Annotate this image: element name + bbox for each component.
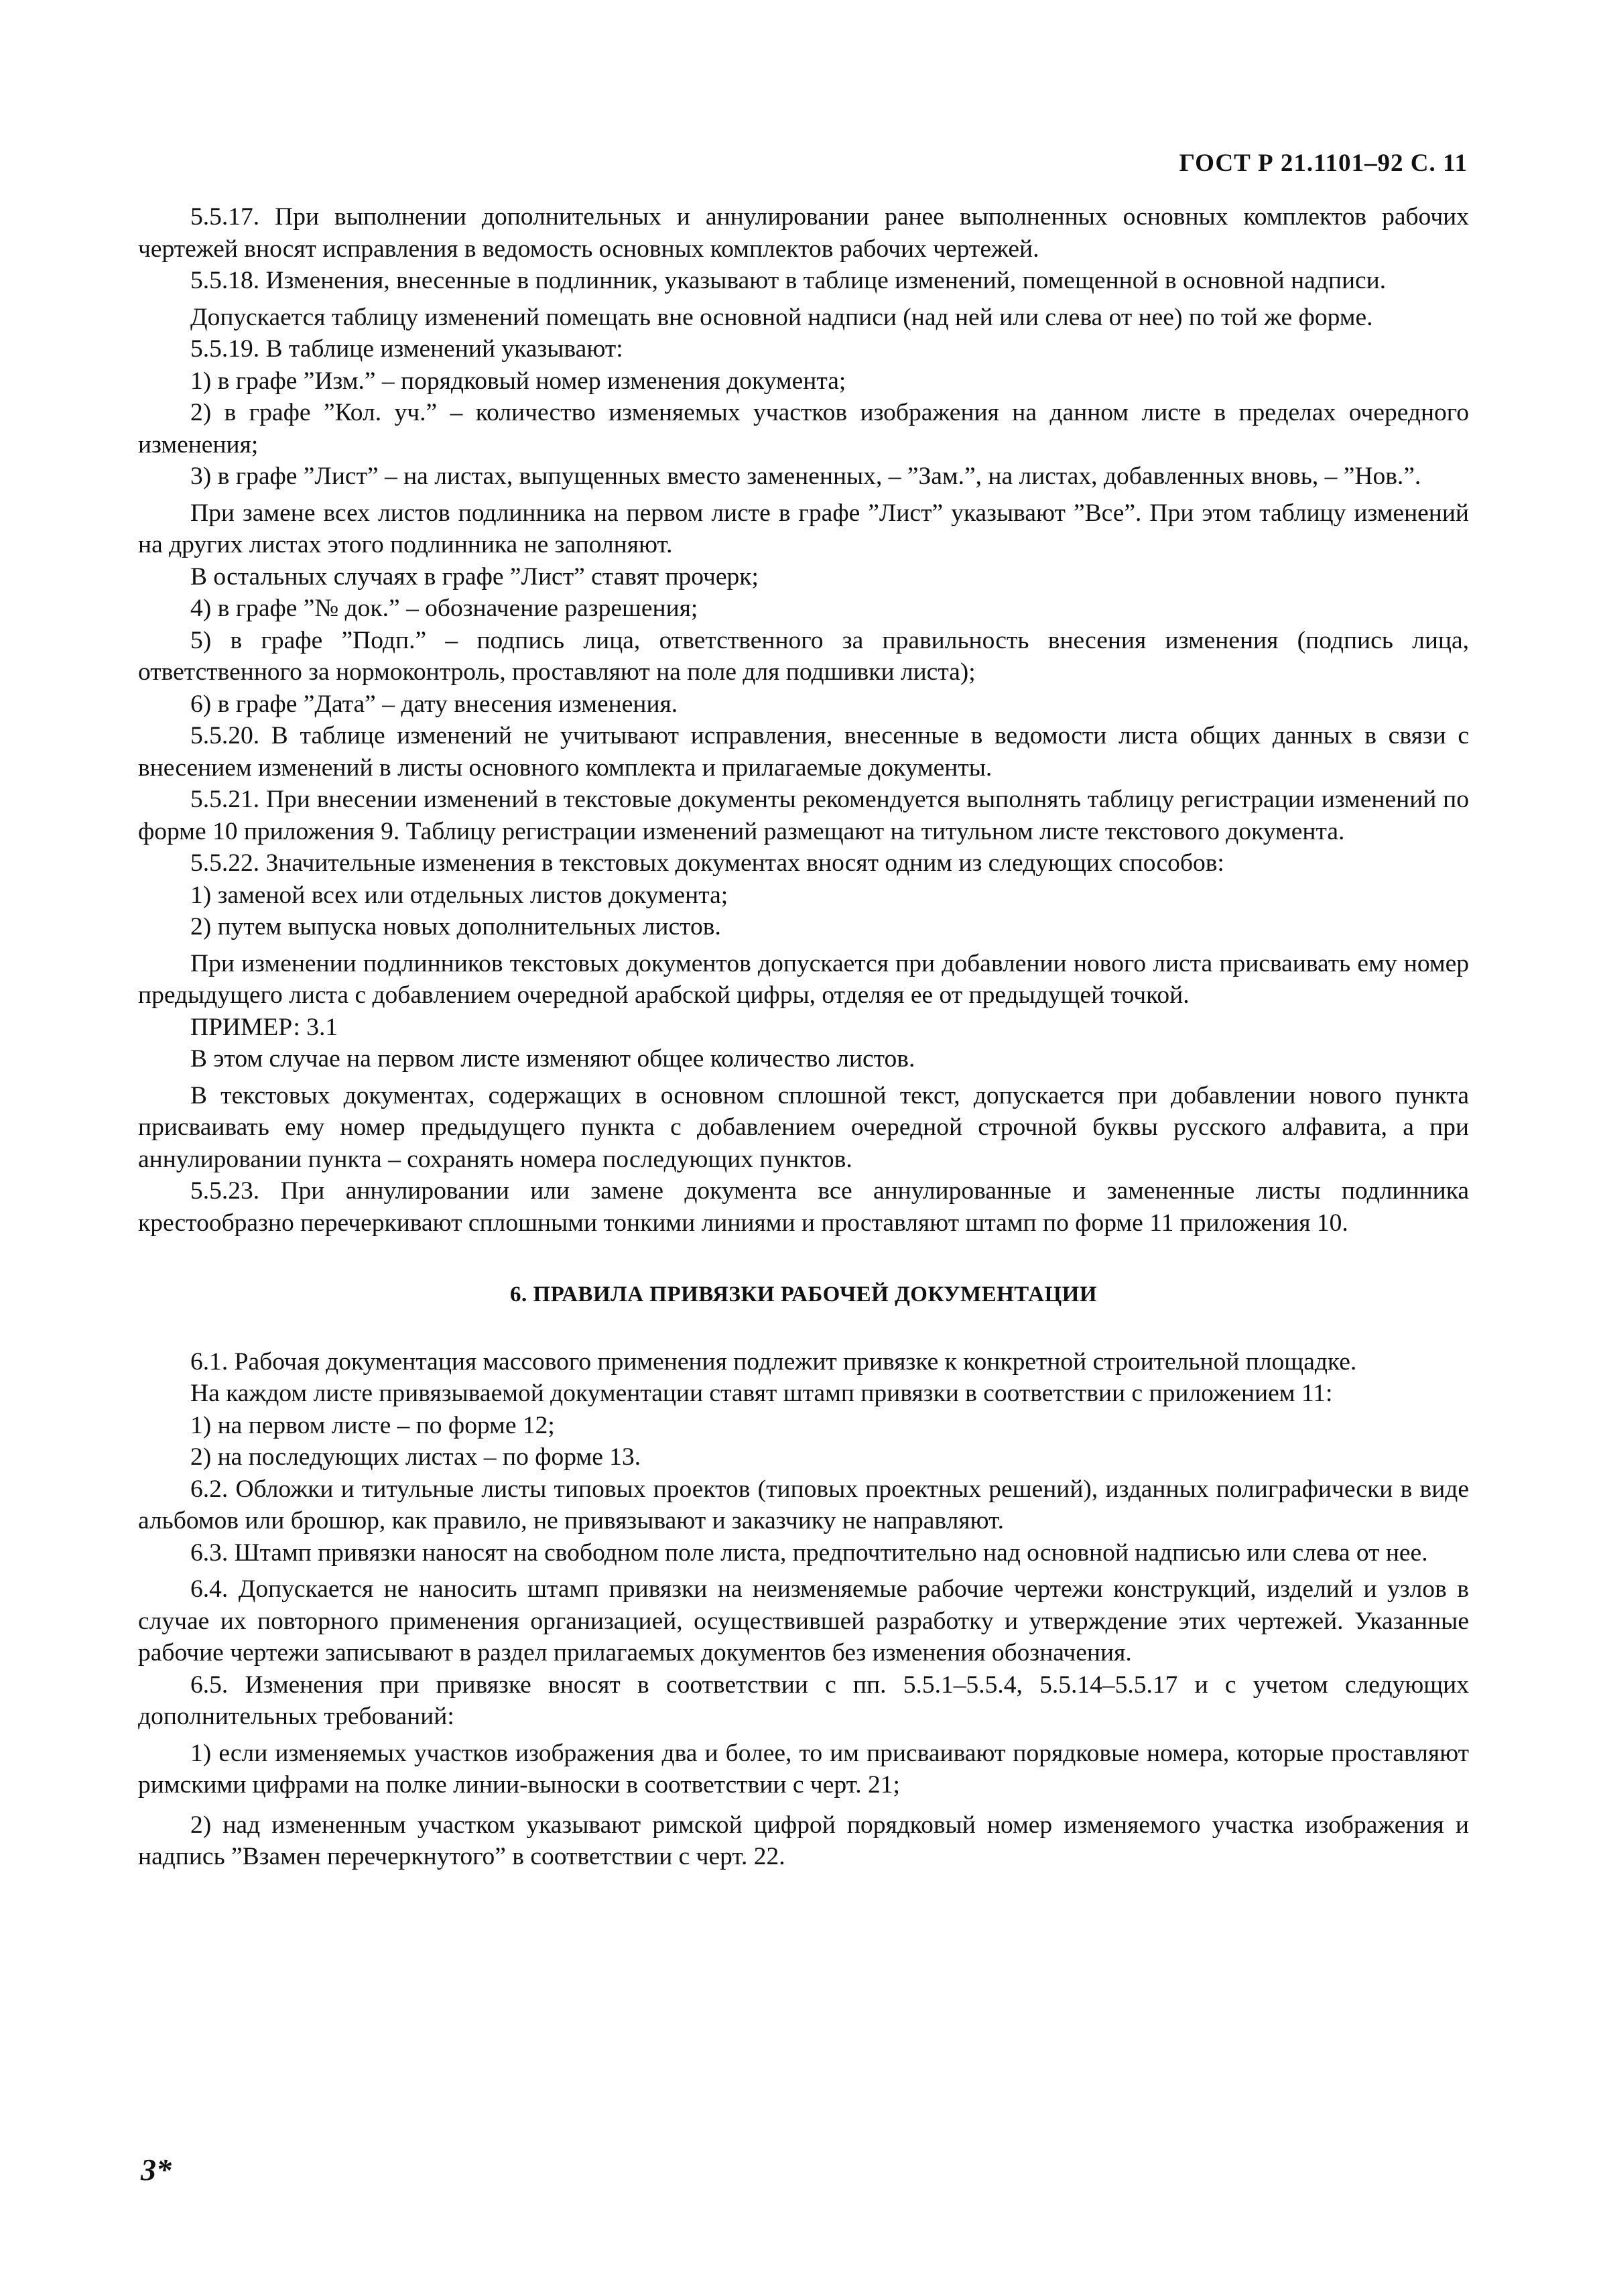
page-header: ГОСТ Р 21.1101–92 С. 11: [1179, 149, 1468, 177]
list-item: 4) в графе ”№ док.” – обозначение разрешения;: [190, 595, 698, 622]
paragraph-5-5-22: 5.5.22. Значительные изменения в текстовых документах вносят одним из следующих способов:: [190, 849, 1224, 877]
paragraph-6-5: 6.5. Изменения при привязке вносят в соответствии с пп. 5.5.1–5.5.4, 5.5.14–5.5.17 и с учетом следующих дополнительных требований:: [138, 1671, 1469, 1730]
list-item: 2) над измененным участком указывают римской цифрой порядковый номер изменяемого участка изображения и надпись ”Взамен перечеркнутого” в соответствии с черт. 22.: [138, 1811, 1469, 1870]
list-item: 2) в графе ”Кол. уч.” – количество изменяемых участков изображения на данном листе в пределах очередного изменения;: [138, 399, 1469, 459]
signature-mark: 3*: [141, 2153, 172, 2187]
paragraph-6-3: 6.3. Штамп привязки наносят на свободном поле листа, предпочтительно над основной надписью или слева от нее.: [190, 1538, 1428, 1567]
paragraph: В этом случае на первом листе изменяют общее количество листов.: [190, 1045, 915, 1073]
paragraph: В остальных случаях в графе ”Лист” ставят прочерк;: [190, 562, 759, 591]
paragraph-5-5-20: 5.5.20. В таблице изменений не учитывают исправления, внесенные в ведомости листа общих данных в связи с внесением изменений в листы основного комплекта и прилагаемые документы.: [138, 722, 1469, 782]
list-item: 1) если изменяемых участков изображения два и более, то им присваивают порядковые номера, которые проставляют римскими цифрами на полке линии-выноски в соответствии с черт. 21;: [138, 1739, 1469, 1799]
paragraph: В текстовых документах, содержащих в основном сплошной текст, допускается при добавлении нового пункта присваивать ему номер предыдущего пункта с добавлением очередной строчной буквы русского алфавита, а при аннулировании пункта – сохранять номера последующих пунктов.: [138, 1081, 1469, 1173]
list-item: 2) на последующих листах – по форме 13.: [190, 1443, 641, 1471]
list-item: 1) заменой всех или отдельных листов документа;: [190, 881, 728, 909]
paragraph-6-1: 6.1. Рабочая документация массового применения подлежит привязке к конкретной строительной площадке.: [190, 1347, 1357, 1376]
list-item: 1) на первом листе – по форме 12;: [190, 1411, 555, 1439]
list-item: 1) в графе ”Изм.” – порядковый номер изменения документа;: [190, 367, 846, 395]
paragraph: При замене всех листов подлинника на первом листе в графе ”Лист” указывают ”Все”. При этом таблицу изменений на других листах этого подлинника не заполняют.: [138, 499, 1469, 558]
paragraph-5-5-17: 5.5.17. При выполнении дополнительных и аннулировании ранее выполненных основных комплектов рабочих чертежей вносят исправления в ведомость основных комплектов рабочих чертежей.: [138, 203, 1469, 263]
paragraph-6-4: 6.4. Допускается не наносить штамп привязки на неизменяемые рабочие чертежи конструкций, изделий и узлов в случае их повторного применения организацией, осуществившей разработку и утверждение этих чертежей. Указанные рабочие чертежи записывают в раздел прилагаемых документов без изменения обозначения.: [138, 1575, 1469, 1667]
paragraph-5-5-18: 5.5.18. Изменения, внесенные в подлинник, указывают в таблице изменений, помещенной в основной надписи.: [190, 267, 1387, 294]
paragraph: На каждом листе привязываемой документации ставят штамп привязки в соответствии с приложением 11:: [190, 1380, 1333, 1407]
body-text: [138, 201, 1469, 1873]
list-item: 5) в графе ”Подп.” – подпись лица, ответственного за правильность внесения изменения (подпись лица, ответственного за нормоконтроль, проставляют на поле для подшивки листа);: [138, 626, 1469, 686]
paragraph-6-2: 6.2. Обложки и титульные листы типовых проектов (типовых проектных решений), изданных полиграфически в виде альбомов или брошюр, как правило, не привязывают и заказчику не направляют.: [138, 1475, 1469, 1534]
paragraph-5-5-21: 5.5.21. При внесении изменений в текстовые документы рекомендуется выполнять таблицу регистрации изменений по форме 10 приложения 9. Таблицу регистрации изменений размещают на титульном листе текстового документа.: [138, 786, 1469, 845]
paragraph-5-5-23: 5.5.23. При аннулировании или замене документа все аннулированные и замененные листы подлинника крестообразно перечеркивают сплошными тонкими линиями и проставляют штамп по форме 11 приложения 10.: [138, 1177, 1469, 1237]
list-item: 3) в графе ”Лист” – на листах, выпущенных вместо замененных, – ”Зам.”, на листах, добавленных вновь, – ”Нов.”.: [190, 463, 1421, 490]
paragraph-5-5-19: 5.5.19. В таблице изменений указывают:: [190, 335, 623, 363]
example-label: ПРИМЕР: 3.1: [190, 1013, 338, 1041]
list-item: 6) в графе ”Дата” – дату внесения изменения.: [190, 690, 678, 718]
paragraph: Допускается таблицу изменений помещать вне основной надписи (над ней или слева от нее) по той же форме.: [190, 303, 1373, 331]
section-title: 6. ПРАВИЛА ПРИВЯЗКИ РАБОЧЕЙ ДОКУМЕНТАЦИИ: [510, 1282, 1097, 1307]
paragraph: При изменении подлинников текстовых документов допускается при добавлении нового листа присваивать ему номер предыдущего листа с добавлением очередной арабской цифры, отделяя ее от предыдущей точкой.: [138, 949, 1469, 1009]
list-item: 2) путем выпуска новых дополнительных листов.: [190, 913, 721, 941]
